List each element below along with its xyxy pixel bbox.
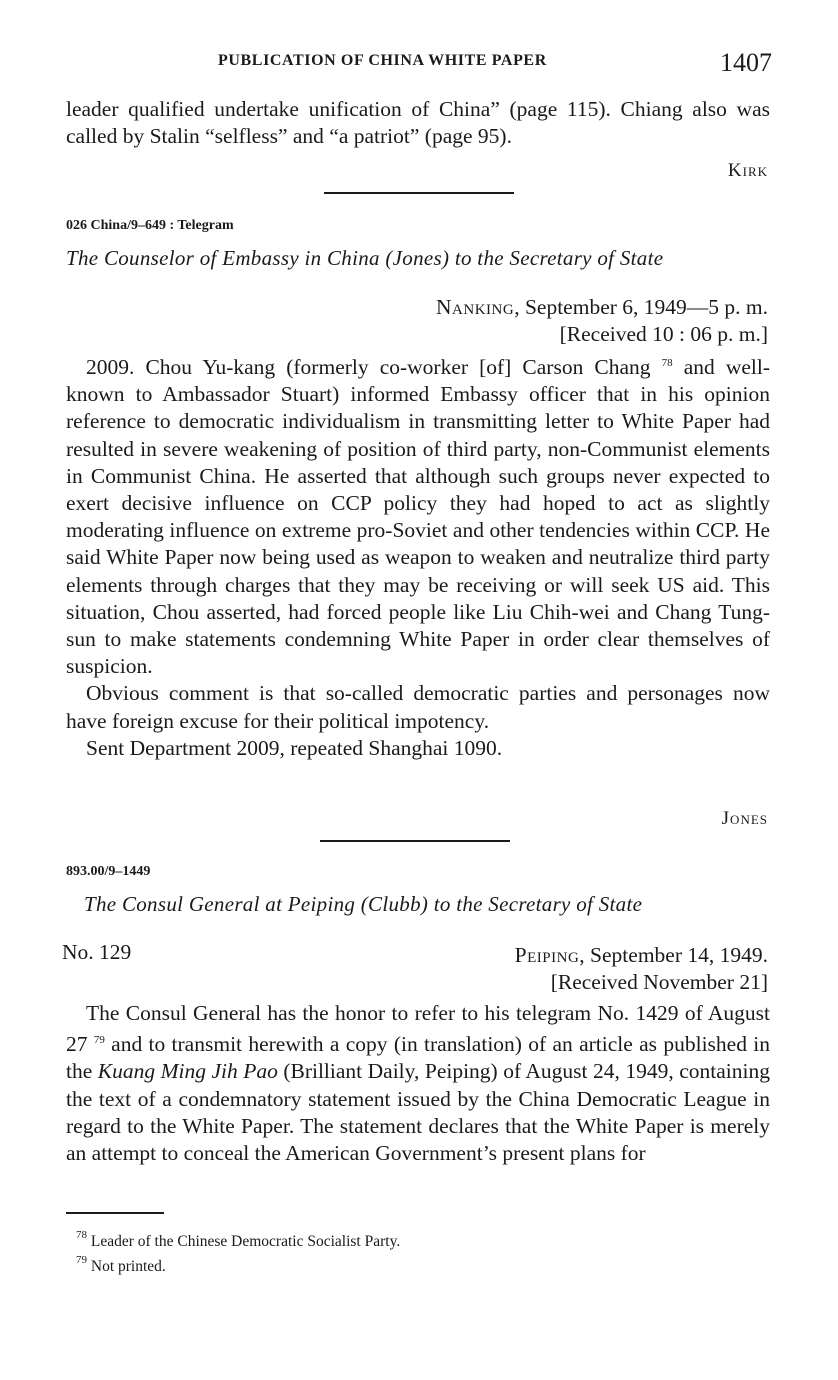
received-line: [Received 10 : 06 p. m.] xyxy=(559,322,768,346)
despatch-number: No. 129 xyxy=(62,940,132,964)
footnote: $^{79}$ Not printed. xyxy=(76,1254,166,1275)
footnote-divider xyxy=(66,1212,164,1214)
dateline xyxy=(515,942,768,996)
signature-kirk: Kirk xyxy=(727,160,768,181)
section-divider xyxy=(324,192,514,194)
document-id: 026 China/9–649 : Telegram xyxy=(66,218,234,233)
document-id: 893.00/9–1449 xyxy=(66,864,151,879)
footnotes xyxy=(76,1226,400,1276)
document-title: The Counselor of Embassy in China (Jones) to the Secretary of State xyxy=(66,246,664,270)
page-number: 1407 xyxy=(720,48,772,77)
telegram-paragraph: Obvious comment is that so-called democratic parties and personages now have foreign excuse for their political impotency. xyxy=(66,681,770,733)
document-title: The Consul General at Peiping (Clubb) to the Secretary of State xyxy=(84,892,643,916)
received-line: [Received November 21] xyxy=(550,970,768,994)
telegram-paragraph: Sent Department 2009, repeated Shanghai 1090. xyxy=(86,735,503,760)
kirk-paragraph: leader qualified undertake unification of China” (page 115). Chiang also was called by Stalin “selfless” and “a patriot” (page 95). xyxy=(66,97,770,149)
footnote: $^{78}$ Leader of the Chinese Democratic Socialist Party. xyxy=(76,1229,401,1250)
kirk-continuation xyxy=(66,96,770,150)
footnote-ref: 79 xyxy=(93,1034,105,1047)
footnote-ref: 78 xyxy=(661,357,673,369)
dateline xyxy=(436,294,768,348)
newspaper-title: Kuang Ming Jih Pao xyxy=(97,1059,278,1084)
signature-jones: Jones xyxy=(721,808,768,829)
section-divider xyxy=(320,840,510,842)
dateline-date: , September 6, 1949—5 p. m. xyxy=(514,295,768,319)
dateline-place: Nanking xyxy=(436,295,515,319)
dateline-place: Peiping xyxy=(514,943,580,967)
telegram-body xyxy=(66,350,770,762)
dateline-date: , September 14, 1949. xyxy=(579,943,768,967)
despatch-body xyxy=(66,1000,770,1167)
telegram-paragraph: 2009. Chou Yu-kang (formerly co-worker [of] Carson Chang $^{78}$ and well-known to Ambassador Stuart) informed Embassy officer that in his opinion reference to democratic individualism in transmitting letter to White Paper had resulted in severe weakening of position of third party, non-Communist elements in Communist China. He asserted that although such groups never expected to exert decisive influence on CCP policy they had hoped to act as slightly moderating influence on extreme pro-Soviet and other tendencies within CCP. He said White Paper now being used as weapon to weaken and neutralize third party elements through charges that they may be receiving or will seek US aid. This situation, Chou asserted, had forced people like Liu Chih-wei and Chang Tung-sun to make statements condemning White Paper in order clear themselves of suspicion. xyxy=(66,355,770,679)
running-head: PUBLICATION OF CHINA WHITE PAPER xyxy=(218,52,547,69)
despatch-paragraph: The Consul General has the honor to refer to his telegram No. 1429 of August 27 $^{79}$ and to transmit herewith a copy (in translation) of an article as published in the Kuang Ming Jih Pao (Brilliant Daily, Peiping) of August 24, 1949, containing the text of a condemnatory statement issued by the China Democratic League in regard to the White Paper. The statement declares that the White Paper is merely an attempt to conceal the American Government’s present plans for xyxy=(66,1001,771,1166)
